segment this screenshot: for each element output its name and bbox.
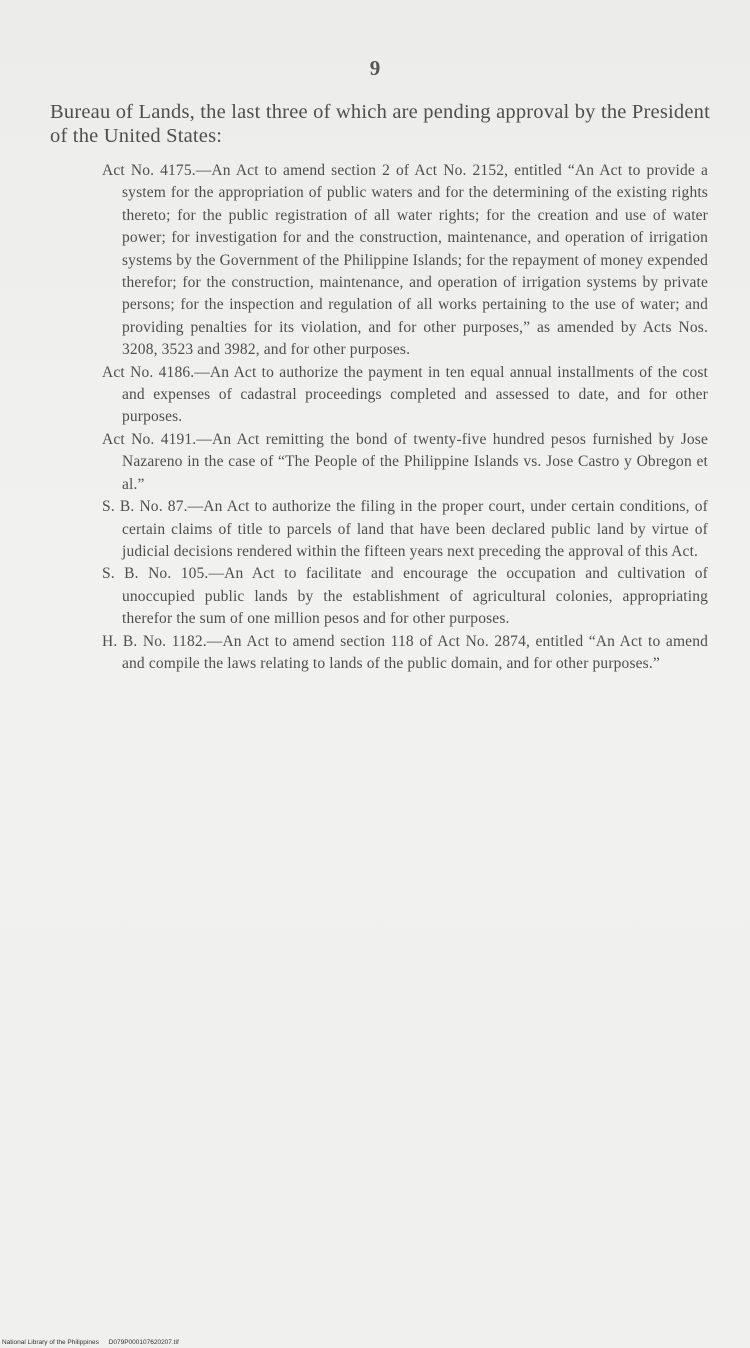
act-description: An Act to amend section 2 of Act No. 2152, entitled “An Act to provide a system for the appropriation of public waters and for the determining of the existing rights thereto; for the public registration of all water rights; for the creation and use of water power; for investigation for and the construction, maintenance, and operation of irrigation systems by the Government of the Philippine Islands; for the repayment of money expended therefor; for the construction, maintenance, and operation of irrigation systems by private persons; for the inspection and regulation of all works pertaining to the use of water; and providing penalties for its violation, and for other purposes,” as amended by Acts Nos. 3208, 3523 and 3982, and for other purposes. [122,162,708,359]
list-item: S. B. No. 105.—An Act to facilitate and encourage the occupation and cultivation of unoccupied public lands by the establishment of agricultural colonies, appropriating therefor the sum of one million pesos and for other purposes. [102,565,708,628]
scan-code: D079P000107620207.tif [108,1339,179,1346]
list-item: S. B. No. 87.—An Act to authorize the filing in the proper court, under certain conditions, of certain claims of title to parcels of land that have been declared public land by virtue of judicial decisions rendered within the fifteen years next preceding the approval of this Act. [102,498,708,560]
act-label: Act No. 4191. [102,430,197,448]
act-label: Act No. 4186. [102,363,195,381]
intro-paragraph: Bureau of Lands, the last three of which are pending approval by the President of the United States: [50,101,711,147]
act-description: An Act remitting the bond of twenty-five hundred pesos furnished by Jose Nazareno in the case of “The People of the Philippine Islands vs. Jose Castro y Obregon et al.” [122,430,708,493]
list-item: H. B. No. 1182.—An Act to amend section 118 of Act No. 2874, entitled “An Act to amend and compile the laws relating to lands of the public domain, and for other purposes.” [102,632,708,672]
list-item: Act No. 4175.—An Act to amend section 2 of Act No. 2152, entitled “An Act to provide a system for the appropriation of public waters and for the determining of the existing rights thereto; for the public registration of all water rights; for the creation and use of water power; for investigation for and the construction, maintenance, and operation of irrigation systems by the Government of the Philippine Islands; for the repayment of money expended therefor; for the construction, maintenance, and operation of irrigation systems by private persons; for the inspection and regulation of all works pertaining to the use of water; and providing penalties for its violation, and for other purposes,” as amended by Acts Nos. 3208, 3523 and 3982, and for other purposes. [102,162,708,359]
act-description: An Act to amend section 118 of Act No. 2874, entitled “An Act to amend and compile the laws relating to lands of the public domain, and for other purposes.” [122,632,708,672]
act-label: Act No. 4175. [102,162,196,179]
library-credit: National Library of the Philippines [2,1339,99,1346]
list-item: Act No. 4186.—An Act to authorize the payment in ten equal annual installments of the cost and expenses of cadastral proceedings completed and assessed to date, and for other purposes. [102,363,708,426]
act-label: S. B. No. 87. [102,498,188,516]
list-item: Act No. 4191.—An Act remitting the bond of twenty-five hundred pesos furnished by Jose Nazareno in the case of “The People of the Philippine Islands vs. Jose Castro y Obregon et al.” [102,430,708,493]
act-description: An Act to facilitate and encourage the occupation and cultivation of unoccupied public lands by the establishment of agricultural colonies, appropriating therefor the sum of one million pesos and for other purposes. [122,565,708,628]
act-description: An Act to authorize the filing in the proper court, under certain conditions, of certain claims of title to parcels of land that have been declared public land by virtue of judicial decisions rendered within the fifteen years next preceding the approval of this Act. [122,498,708,560]
scan-footer [2,1339,187,1346]
act-label: H. B. No. 1182. [102,632,207,650]
page-number: 9 [369,56,381,80]
act-description: An Act to authorize the payment in ten equal annual installments of the cost and expenses of cadastral proceedings completed and assessed to date, and for other purposes. [122,363,708,426]
act-label: S. B. No. 105. [102,565,209,583]
acts-list [102,160,708,675]
